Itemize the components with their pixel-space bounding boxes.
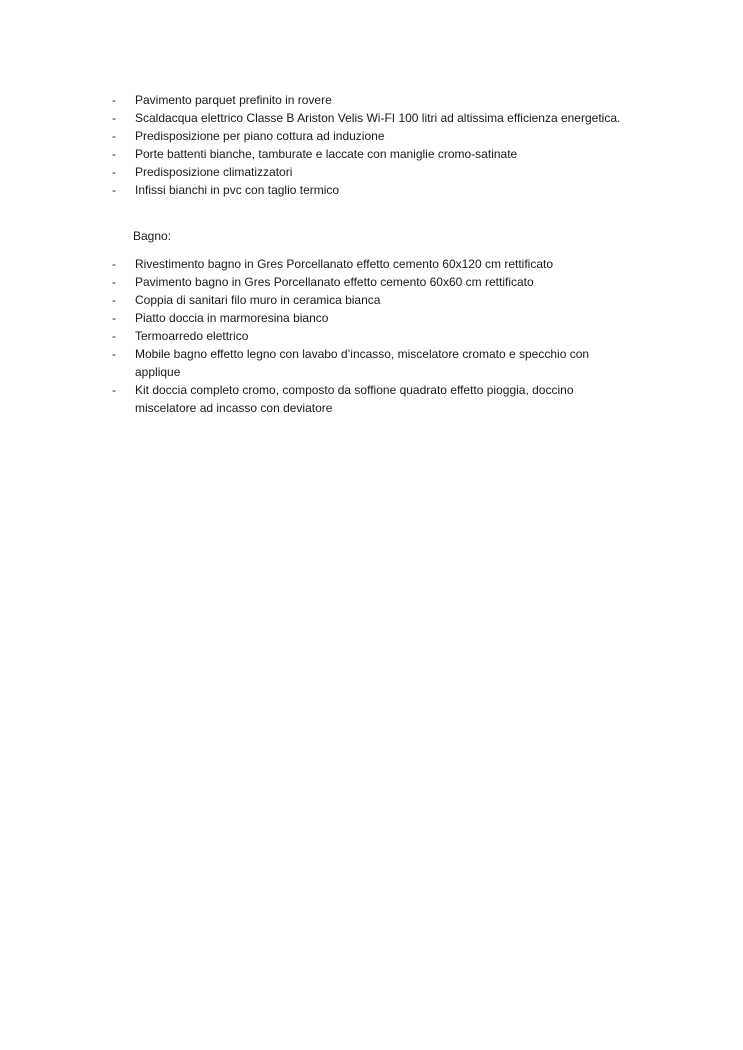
- list-item: [0, 91, 743, 109]
- list-item-text: Pavimento bagno in Gres Porcellanato effetto cemento 60x60 cm rettificato: [135, 275, 534, 289]
- bullet: -: [112, 183, 116, 197]
- bullet: -: [112, 257, 116, 271]
- bathroom-heading: Bagno:: [133, 229, 172, 243]
- list-item: [0, 273, 743, 291]
- list-item: [0, 181, 743, 199]
- list-item: [0, 255, 743, 273]
- list-item: [0, 345, 743, 381]
- list-item: [0, 163, 743, 181]
- list-item-text: Scaldacqua elettrico Classe B Ariston Velis Wi-FI 100 litri ad altissima efficienza energetica.: [135, 111, 621, 125]
- list-item: [0, 127, 743, 145]
- list-item-text: Kit doccia completo cromo, composto da soffione quadrato effetto pioggia, doccino miscelatore ad incasso con deviatore: [135, 383, 574, 415]
- list-item: [0, 309, 743, 327]
- list-item-text: Rivestimento bagno in Gres Porcellanato effetto cemento 60x120 cm rettificato: [135, 257, 554, 271]
- list-item: [0, 381, 743, 417]
- bullet: -: [112, 347, 116, 361]
- bathroom-features-list: [0, 255, 743, 417]
- list-item-text: Piatto doccia in marmoresina bianco: [135, 311, 329, 325]
- list-item-text: Pavimento parquet prefinito in rovere: [135, 93, 332, 107]
- bullet: -: [112, 293, 116, 307]
- list-item: [0, 109, 743, 127]
- list-item-text: Porte battenti bianche, tamburate e laccate con maniglie cromo-satinate: [135, 147, 518, 161]
- list-item-text: Infissi bianchi in pvc con taglio termico: [135, 183, 340, 197]
- list-item: [0, 327, 743, 345]
- bullet: -: [112, 275, 116, 289]
- bullet: -: [112, 311, 116, 325]
- bullet: -: [112, 129, 116, 143]
- bullet: -: [112, 111, 116, 125]
- bullet: -: [112, 147, 116, 161]
- bullet: -: [112, 383, 116, 397]
- general-features-list: [0, 91, 743, 199]
- list-item-text: Coppia di sanitari filo muro in ceramica bianca: [135, 293, 381, 307]
- bullet: -: [112, 93, 116, 107]
- list-item-text: Mobile bagno effetto legno con lavabo d’incasso, miscelatore cromato e specchio con applique: [135, 347, 590, 379]
- bullet: -: [112, 329, 116, 343]
- list-item-text: Predisposizione climatizzatori: [135, 165, 293, 179]
- bullet: -: [112, 165, 116, 179]
- list-item: [0, 291, 743, 309]
- list-item: [0, 145, 743, 163]
- list-item-text: Termoarredo elettrico: [135, 329, 249, 343]
- list-item-text: Predisposizione per piano cottura ad induzione: [135, 129, 385, 143]
